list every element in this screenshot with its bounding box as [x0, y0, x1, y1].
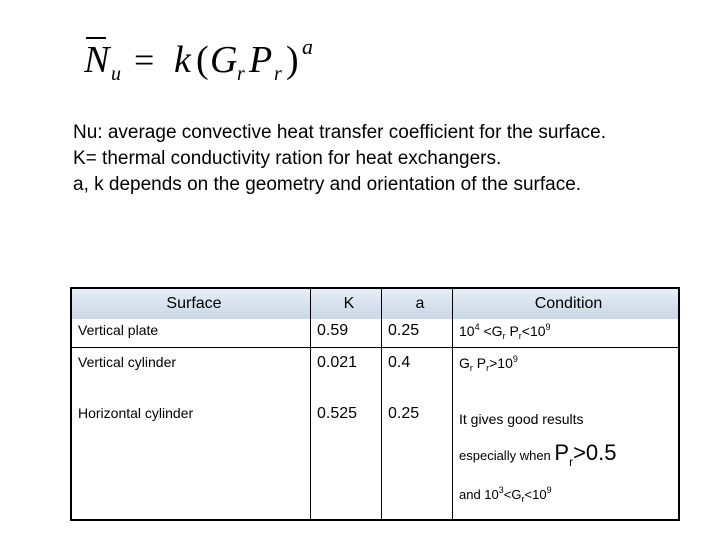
condition-line: It gives good results [459, 411, 584, 427]
cell-a: 0.25 [382, 319, 453, 347]
condition-line: and $10^3<G_r<10^9$ [459, 485, 552, 504]
formula-equals: = [134, 40, 155, 80]
cell-surface: Horizontal cylinder [78, 405, 194, 421]
formula-u: u [111, 63, 121, 85]
cell-surface: Vertical cylinder [78, 353, 177, 370]
formula-n: N [84, 39, 110, 81]
formula-g: G [210, 39, 238, 81]
header-surface: Surface [71, 288, 311, 319]
formula-g-sub: r [237, 63, 245, 85]
correlation-table [70, 287, 680, 521]
formula-open: ( [196, 39, 209, 81]
cell-condition [453, 403, 680, 520]
header-k: K [311, 288, 382, 319]
header-condition: Condition [453, 288, 680, 319]
table-row [71, 403, 679, 520]
formula-k: k [174, 39, 191, 81]
cell-condition: $10^4 <G_r$ $P_r<10^9$ [453, 319, 680, 347]
description-text [73, 120, 653, 198]
formula-close: ) [286, 39, 299, 81]
cell-a: 0.4 [382, 347, 453, 403]
description-line: K= thermal conductivity ration for heat exchangers. [73, 148, 502, 169]
formula-p: P [249, 39, 273, 81]
table-row [71, 319, 679, 347]
formula-exponent: a [302, 34, 313, 59]
cell-k: 0.021 [311, 347, 382, 403]
cell-k: 0.525 [311, 403, 382, 520]
nusselt-formula [84, 30, 344, 88]
condition-line: especially when Pr>0.5 [459, 440, 617, 469]
description-line: Nu: average convective heat transfer coefficient for the surface. [73, 122, 606, 143]
cell-a: 0.25 [382, 403, 453, 520]
table-header-row [71, 288, 679, 319]
cell-surface: Vertical plate [71, 319, 311, 347]
cell-k: 0.59 [311, 319, 382, 347]
formula-p-sub: r [274, 63, 282, 85]
table-row [71, 347, 679, 403]
description-line: a, k depends on the geometry and orientation of the surface. [73, 174, 582, 195]
cell-condition: $G_r$ $P_r>10^9$ [453, 347, 680, 403]
header-a: a [382, 288, 453, 319]
